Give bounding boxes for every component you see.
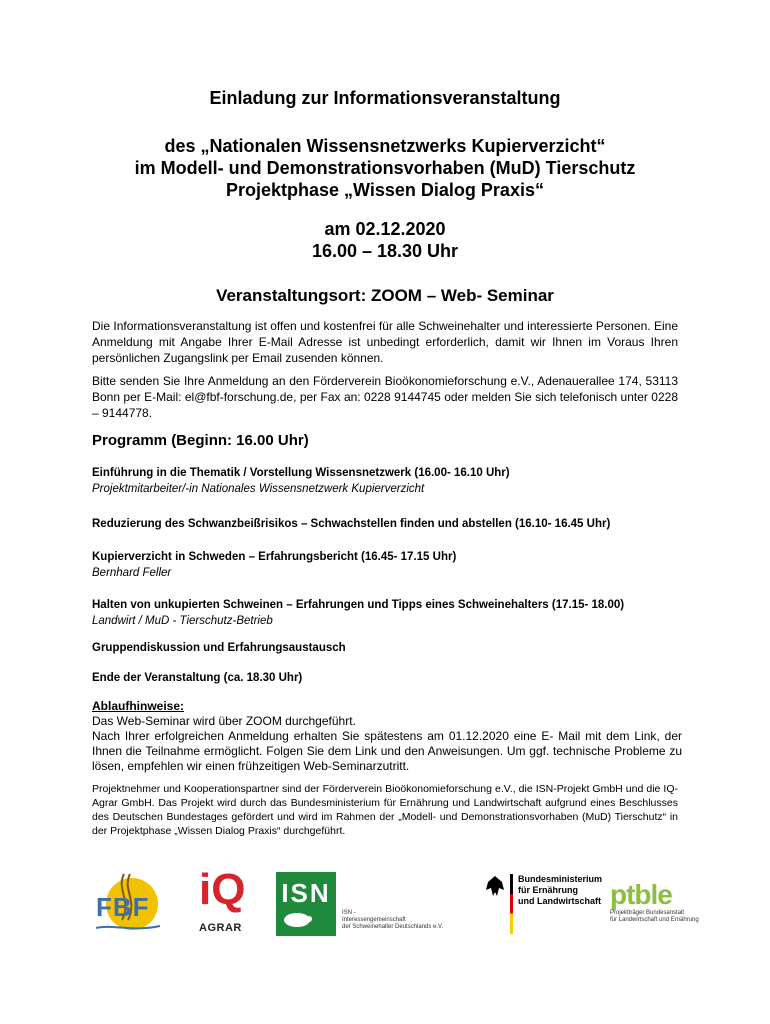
procedure-line: Nach Ihrer erfolgreichen Anmeldung erhalten Sie spätestens am 01.12.2020 eine E- Mail mit dem Link, der Ihnen die Teilnahme ermöglicht. Folgen Sie dem Link und den Anweisungen. Um ggf. technische Probleme zu lösen, empfehlen wir einen frühzeitigen Web-Seminarzutritt. [92, 729, 682, 773]
page-title: Einladung zur Informationsveranstaltung [209, 88, 561, 108]
isn-logo [276, 872, 336, 936]
procedure-notes [92, 699, 682, 774]
program-item [92, 597, 652, 629]
program-item-title: Reduzierung des Schwanzbeißrisikos – Schwachstellen finden und abstellen (16.10- 16.45 Uhr) [92, 518, 611, 530]
event-time: 16.00 – 18.30 Uhr [311, 241, 459, 261]
ptble-logo-text: ptble [610, 879, 672, 910]
flag-stripe [510, 874, 513, 934]
pig-icon [282, 910, 312, 928]
fbf-logo [92, 870, 164, 934]
footer-paragraph: Projektnehmer und Kooperationspartner sind der Förderverein Bioökonomieforschung e.V., die ISN-Projekt GmbH und die IQ-Agrar GmbH. Das Projekt wird durch das Bundesministerium für Ernährung und Landwirtschaft aufgrund eines Beschlusses des Deutschen Bundestages gefördert und wird im Rahmen der „Modell- und Demonstrationsvorhaben (MuD) Tierschutz“ in der Projektphase „Wissen Dialog Praxis“ durchgeführt. [92, 783, 678, 837]
event-datetime [0, 218, 770, 262]
bmel-line: Bundesministerium [518, 874, 603, 884]
program-item [92, 465, 692, 497]
isn-caption-line: der Schweinehalter Deutschlands e.V. [342, 924, 444, 930]
program-item [92, 516, 692, 532]
subtitle-line: Projektphase „Wissen Dialog Praxis“ [226, 180, 544, 200]
isn-caption-line: Interessengemeinschaft [342, 917, 406, 923]
iq-agrar-logo [199, 865, 249, 938]
program-item-title: Kupierverzicht in Schweden – Erfahrungsbericht (16.45- 17.15 Uhr) [92, 551, 457, 563]
registration-paragraph: Bitte senden Sie Ihre Anmeldung an den Förderverein Bioökonomieforschung e.V., Adenauerallee 174, 53113 Bonn per E-Mail: el@fbf-forschung.de, per Fax an: 0228 9144745 oder melden Sie sich telefonisch unter 0228 – 9144778. [92, 374, 678, 420]
program-heading: Programm (Beginn: 16.00 Uhr) [92, 432, 309, 449]
program-item-title: Halten von unkupierten Schweinen – Erfahrungen und Tipps eines Schweinehalters (17.15- 18.00) [92, 599, 625, 611]
program-item-speaker: Bernhard Feller [92, 567, 172, 579]
program-item [92, 640, 692, 656]
event-location: Veranstaltungsort: ZOOM – Web- Seminar [216, 286, 554, 305]
ptble-caption [610, 910, 702, 924]
ptble-caption-line: für Landwirtschaft und Ernährung [610, 917, 699, 923]
program-item-title: Ende der Veranstaltung (ca. 18.30 Uhr) [92, 672, 303, 684]
subtitle-line: im Modell- und Demonstrationsvorhaben (MuD) Tierschutz [134, 158, 636, 178]
isn-logo-text: ISN [281, 878, 331, 908]
program-item-speaker: Projektmitarbeiter/-in Nationales Wissensnetzwerk Kupierverzicht [92, 483, 425, 495]
bmel-logo [484, 874, 614, 940]
subtitle [0, 135, 770, 201]
federal-eagle-icon [484, 874, 506, 900]
bmel-logo-text [518, 874, 602, 907]
program-item-title: Gruppendiskussion und Erfahrungsaustausch [92, 642, 346, 654]
event-date: am 02.12.2020 [324, 219, 446, 239]
iq-logo-text: iQ [199, 865, 246, 914]
fbf-logo-text: FBF [96, 892, 150, 922]
subtitle-line: des „Nationalen Wissensnetzwerks Kupierverzicht“ [164, 136, 606, 156]
procedure-line: Das Web-Seminar wird über ZOOM durchgeführt. [92, 714, 356, 728]
isn-caption [342, 910, 482, 931]
program-item-speaker: Landwirt / MuD - Tierschutz-Betrieb [92, 615, 273, 627]
partner-logos [92, 866, 702, 946]
program-item-title: Einführung in die Thematik / Vorstellung Wissensnetzwerk (16.00- 16.10 Uhr) [92, 467, 510, 479]
agrar-logo-text: AGRAR [199, 922, 242, 934]
bmel-line: für Ernährung [518, 885, 578, 895]
bmel-line: und Landwirtschaft [518, 896, 601, 906]
ptble-caption-line: Projektträger Bundesanstalt [610, 910, 685, 916]
ptble-logo [610, 880, 702, 940]
program-item [92, 670, 692, 686]
procedure-heading: Ablaufhinweise: [92, 699, 185, 713]
program-item [92, 549, 692, 581]
isn-caption-line: ISN - [342, 910, 356, 916]
intro-paragraph: Die Informationsveranstaltung ist offen und kostenfrei für alle Schweinehalter und interessierte Personen. Eine Anmeldung mit Angabe Ihrer E-Mail Adresse ist unbedingt erforderlich, damit wir Ihnen im Voraus Ihren persönlichen Zugangslink per Email zusenden können. [92, 319, 678, 365]
